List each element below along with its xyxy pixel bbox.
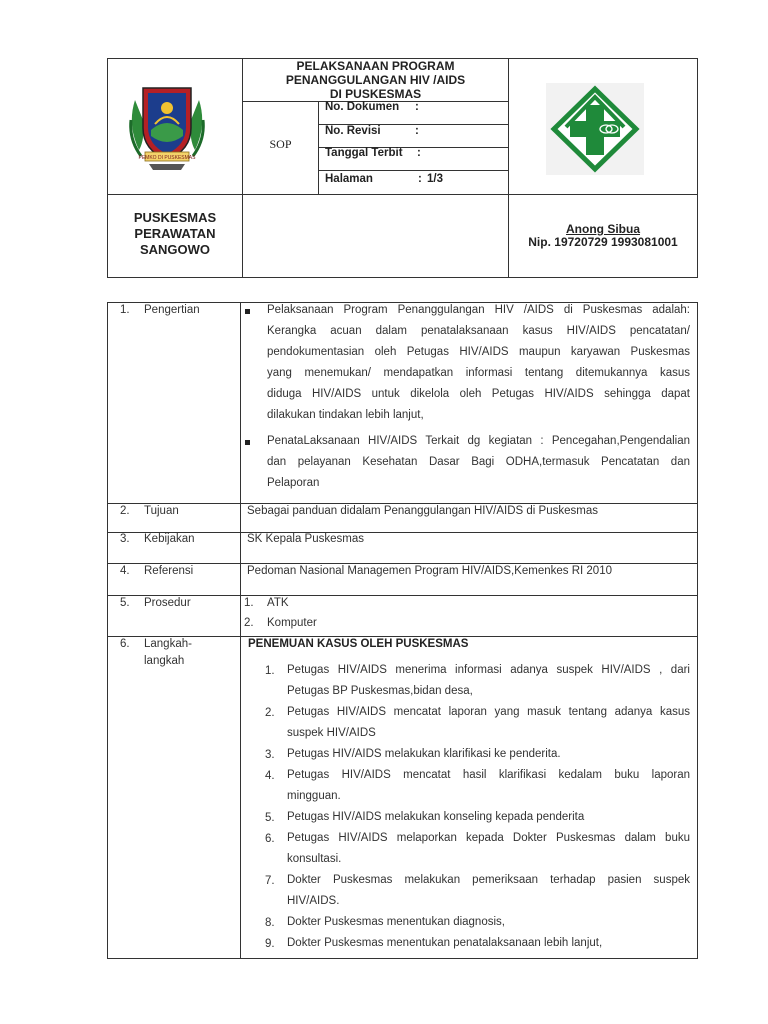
def2-line-2: dan pelayanan Kesehatan Dasar Bagi ODHA,termasuk Pencatatan dan bbox=[267, 456, 690, 468]
step-text bbox=[287, 870, 690, 912]
signatory-name: Anong Sibua bbox=[566, 222, 640, 236]
row-2-label: Tujuan bbox=[144, 505, 179, 517]
signatory-nip: Nip. 19720729 1993081001 bbox=[528, 235, 678, 249]
row-2-text: Sebagai panduan didalam Penanggulangan HIV/AIDS di Puskesmas bbox=[247, 505, 598, 517]
row-6-number: 6. bbox=[120, 638, 130, 650]
field-no-dokumen-label: No. Dokumen bbox=[325, 101, 400, 113]
def1-line-3: pendokumentasian oleh Petugas HIV/AIDS maupun karyawan Puskesmas bbox=[267, 346, 690, 358]
step-7-line-1: Dokter Puskesmas melakukan pemeriksaan terhadap pasien suspek bbox=[287, 874, 690, 886]
row-6-label-1: Langkah- bbox=[144, 638, 192, 650]
step-text bbox=[287, 933, 690, 954]
row-1-definition-1 bbox=[267, 300, 690, 426]
shield-icon bbox=[125, 80, 209, 172]
puskesmas-logo bbox=[546, 83, 644, 175]
row-3-label: Kebijakan bbox=[144, 533, 195, 545]
prosedur-item-1-text: ATK bbox=[267, 597, 289, 609]
title-line-3: DI PUSKESMAS bbox=[329, 87, 422, 101]
row-1-number: 1. bbox=[120, 304, 130, 316]
step-number: 8. bbox=[265, 917, 275, 929]
field-halaman-label: Halaman bbox=[325, 173, 373, 185]
prosedur-item-2-text: Komputer bbox=[267, 617, 317, 629]
def1-line-6: dilakukan tindakan lebih lanjut, bbox=[267, 409, 424, 421]
row-2-number: 2. bbox=[120, 505, 130, 517]
section-heading: PENEMUAN KASUS OLEH PUSKESMAS bbox=[248, 638, 469, 650]
step-number: 4. bbox=[265, 770, 275, 782]
step-number: 9. bbox=[265, 938, 275, 950]
field-no-dokumen-sep: : bbox=[415, 101, 419, 113]
row-3-text: SK Kepala Puskesmas bbox=[247, 533, 364, 545]
step-2-line-1: Petugas HIV/AIDS mencatat laporan yang masuk tentang adanya kasus bbox=[287, 706, 690, 718]
step-5-line-1: Petugas HIV/AIDS melakukan konseling kepada penderita bbox=[287, 811, 585, 823]
field-tanggal-terbit-label: Tanggal Terbit bbox=[325, 147, 403, 159]
step-text bbox=[287, 828, 690, 870]
step-4-line-2: mingguan. bbox=[287, 790, 341, 802]
bullet-icon bbox=[245, 309, 250, 314]
title-line-2: PENANGGULANGAN HIV /AIDS bbox=[285, 73, 466, 87]
cross-logo-icon bbox=[546, 83, 644, 175]
row-4-label: Referensi bbox=[144, 565, 194, 577]
field-halaman-sep: : bbox=[418, 173, 422, 185]
step-7-line-2: HIV/AIDS. bbox=[287, 895, 340, 907]
regional-emblem-logo bbox=[125, 80, 209, 172]
step-number: 6. bbox=[265, 833, 275, 845]
field-halaman-value: 1/3 bbox=[427, 173, 443, 185]
prosedur-item-2-num: 2. bbox=[244, 617, 254, 629]
def1-line-2: Kerangka acuan dalam penatalaksanaan kasus HIV/AIDS pencatatan/ bbox=[267, 325, 690, 337]
def2-line-1: PenataLaksanaan HIV/AIDS Terkait dg kegiatan : Pencegahan,Pengendalian bbox=[267, 435, 690, 447]
def1-line-1: Pelaksanaan Program Penanggulangan HIV /AIDS di Puskesmas adalah: bbox=[267, 304, 690, 316]
emblem-ribbon-text: PEMKO DI PUSKESMAS bbox=[138, 155, 196, 161]
row-3-number: 3. bbox=[120, 533, 130, 545]
org-line-2: PERAWATAN bbox=[134, 226, 216, 241]
step-8-line-1: Dokter Puskesmas menentukan diagnosis, bbox=[287, 916, 505, 928]
def1-line-4: yang menemukan/ mendapatkan informasi tentang ditemukannya kasus bbox=[267, 367, 690, 379]
step-number: 5. bbox=[265, 812, 275, 824]
field-no-revisi-label: No. Revisi bbox=[325, 125, 381, 137]
step-number: 3. bbox=[265, 749, 275, 761]
prosedur-item-1-num: 1. bbox=[244, 597, 254, 609]
step-text bbox=[287, 744, 690, 765]
org-line-3: SANGOWO bbox=[139, 242, 211, 257]
step-6-line-2: konsultasi. bbox=[287, 853, 342, 865]
title-line-1: PELAKSANAAN PROGRAM bbox=[296, 59, 455, 73]
step-3-line-1: Petugas HIV/AIDS melakukan klarifikasi ke penderita. bbox=[287, 748, 561, 760]
def1-line-5: diduga HIV/AIDS untuk dikelola oleh Petugas HIV/AIDS sehingga dapat bbox=[267, 388, 690, 400]
step-1-line-1: Petugas HIV/AIDS menerima informasi adanya suspek HIV/AIDS , dari bbox=[287, 664, 690, 676]
row-4-text: Pedoman Nasional Managemen Program HIV/AIDS,Kemenkes RI 2010 bbox=[247, 565, 612, 577]
def2-line-3: Pelaporan bbox=[267, 477, 320, 489]
row-5-label: Prosedur bbox=[144, 597, 191, 609]
step-2-line-2: suspek HIV/AIDS bbox=[287, 727, 376, 739]
row-6-label-2: langkah bbox=[144, 655, 185, 667]
row-4-number: 4. bbox=[120, 565, 130, 577]
bullet-icon bbox=[245, 440, 250, 445]
step-text bbox=[287, 660, 690, 702]
step-number: 7. bbox=[265, 875, 275, 887]
step-number: 1. bbox=[265, 665, 275, 677]
sop-label: SOP bbox=[269, 137, 292, 151]
field-tanggal-terbit-sep: : bbox=[417, 147, 421, 159]
row-5-number: 5. bbox=[120, 597, 130, 609]
page-title bbox=[243, 59, 508, 101]
row-1-label: Pengertian bbox=[144, 304, 200, 316]
row-1-definition-2 bbox=[267, 431, 690, 494]
field-no-revisi-sep: : bbox=[415, 125, 419, 137]
step-number: 2. bbox=[265, 707, 275, 719]
step-4-line-1: Petugas HIV/AIDS mencatat hasil klarifikasi kedalam buku laporan bbox=[287, 769, 690, 781]
step-text bbox=[287, 765, 690, 807]
organization-name bbox=[108, 210, 242, 258]
step-text bbox=[287, 807, 690, 828]
step-text bbox=[287, 702, 690, 744]
org-line-1: PUSKESMAS bbox=[133, 210, 217, 225]
step-1-line-2: Petugas BP Puskesmas,bidan desa, bbox=[287, 685, 473, 697]
step-6-line-1: Petugas HIV/AIDS melaporkan kepada Dokter Puskesmas dalam buku bbox=[287, 832, 690, 844]
step-9-line-1: Dokter Puskesmas menentukan penatalaksanaan lebih lanjut, bbox=[287, 937, 603, 949]
step-text bbox=[287, 912, 690, 933]
